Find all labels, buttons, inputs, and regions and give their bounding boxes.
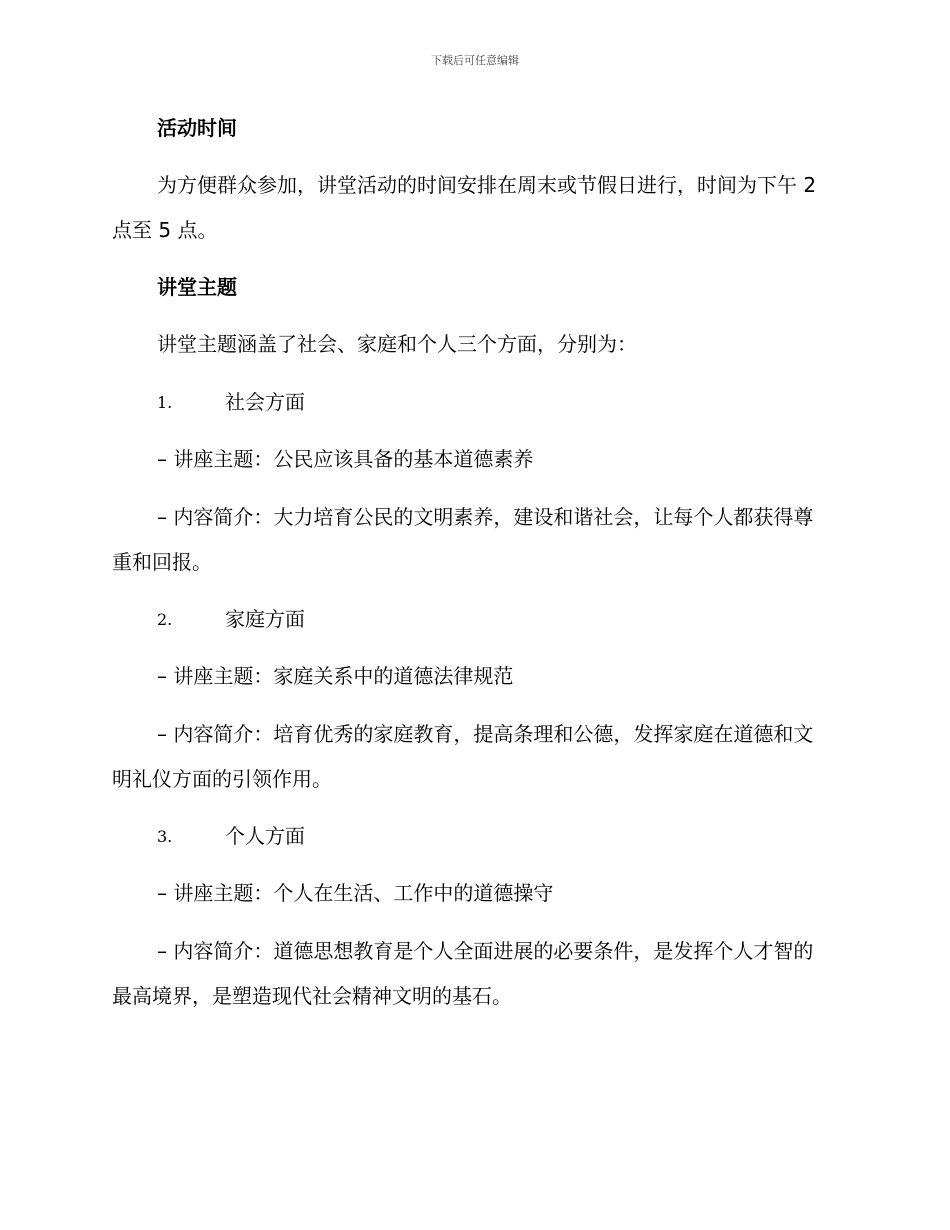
item-1-summary: – 内容简介：大力培育公民的文明素养，建设和谐社会，让每个人都获得尊重和回报。	[112, 505, 814, 574]
item-1-topic: – 讲座主题：公民应该具备的基本道德素养	[157, 447, 534, 471]
paragraph-activity-time: 为方便群众参加，讲堂活动的时间安排在周末或节假日进行，时间为下午 2 点至 5 点。	[112, 173, 817, 242]
paragraph-theme-intro: 讲堂主题涵盖了社会、家庭和个人三个方面，分别为：	[157, 332, 637, 356]
item-2-summary: – 内容简介：培育优秀的家庭教育，提高条理和公德，发挥家庭在道德和文明礼仪方面的引领作用。	[112, 722, 814, 791]
list-item-1	[157, 380, 837, 425]
list-item-3	[157, 814, 837, 859]
item-2-topic: – 讲座主题：家庭关系中的道德法律规范	[157, 664, 514, 688]
list-item-label: 社会方面	[225, 390, 305, 414]
heading-activity-time: 活动时间	[157, 116, 237, 140]
list-item-number: 3.	[157, 827, 173, 846]
item-3-summary: – 内容简介：道德思想教育是个人全面进展的必要条件，是发挥个人才智的最高境界，是塑造现代社会精神文明的基石。	[112, 939, 814, 1008]
heading-lecture-theme: 讲堂主题	[157, 275, 237, 299]
page-header: 下载后可任意编辑	[431, 54, 519, 67]
list-item-2	[157, 597, 837, 642]
list-item-label: 个人方面	[225, 824, 305, 848]
list-item-number: 1.	[157, 393, 173, 412]
item-3-topic: – 讲座主题：个人在生活、工作中的道德操守	[157, 881, 554, 905]
list-item-number: 2.	[157, 610, 173, 629]
list-item-label: 家庭方面	[225, 607, 305, 631]
